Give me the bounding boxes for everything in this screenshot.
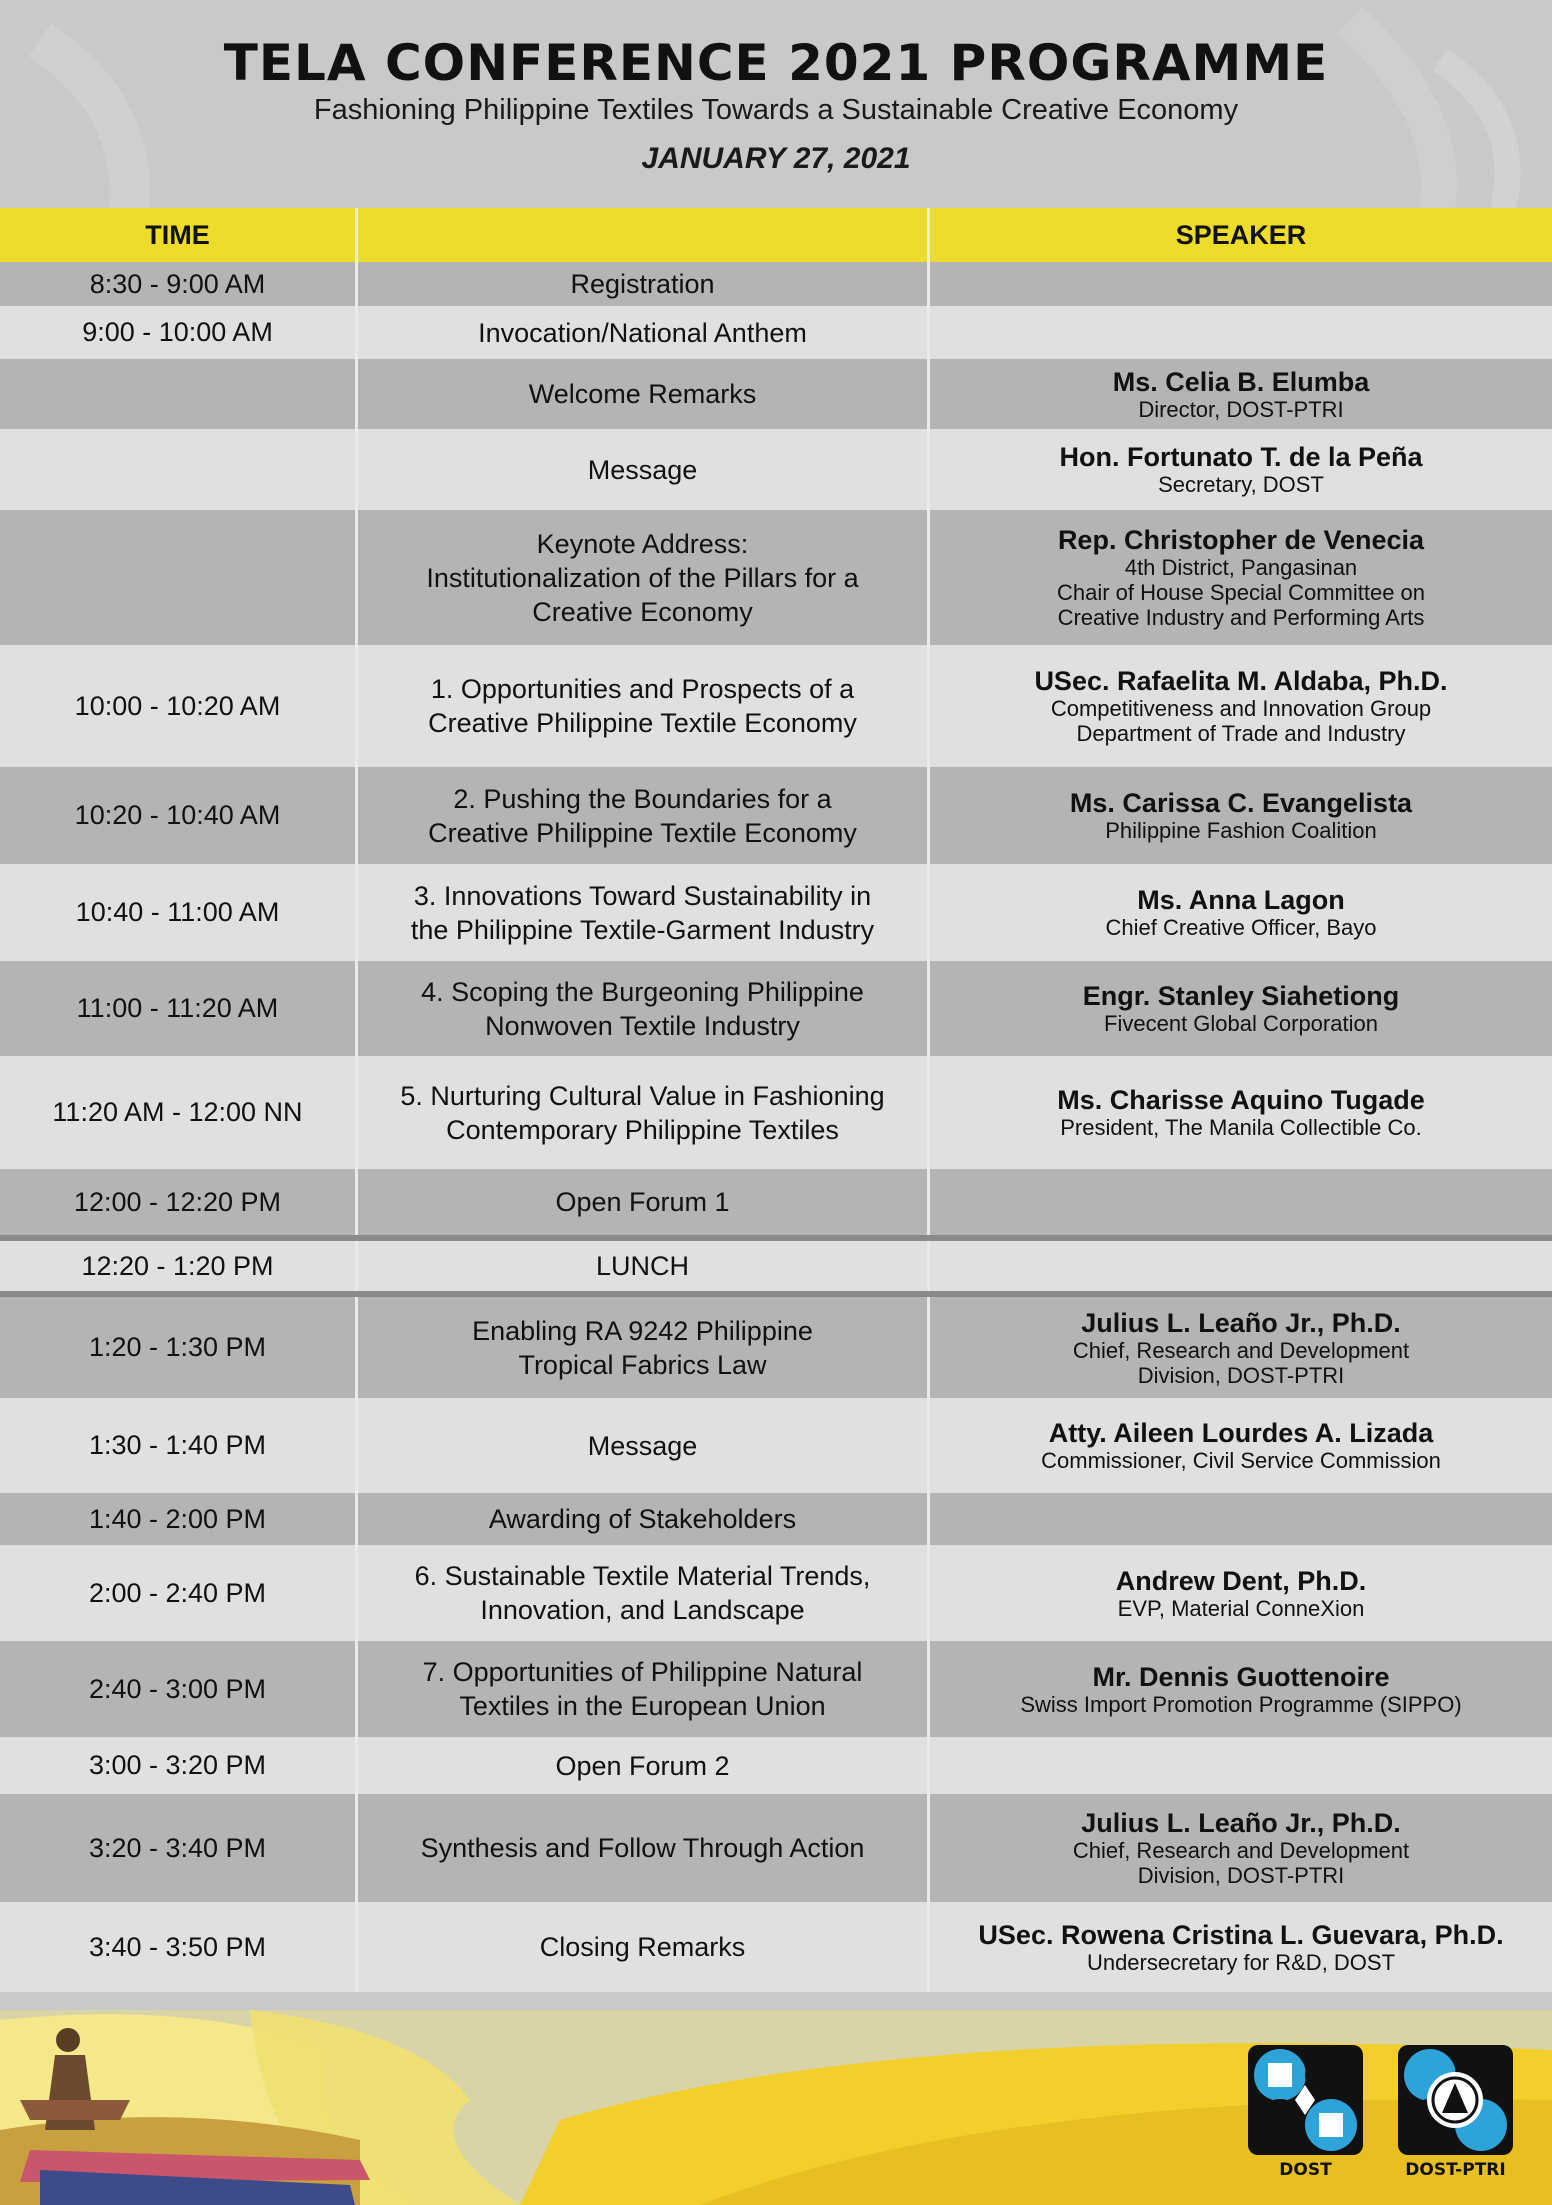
speaker-name: Mr. Dennis Guottenoire (1092, 1661, 1390, 1692)
table-row (0, 1398, 1552, 1493)
time-cell: 2:00 - 2:40 PM (0, 1545, 358, 1641)
column-header-topic (358, 208, 930, 262)
speaker-role: Creative Industry and Performing Arts (1057, 605, 1425, 630)
table-row (0, 1493, 1552, 1545)
time-cell: 1:30 - 1:40 PM (0, 1398, 358, 1493)
speaker-name: Ms. Anna Lagon (1137, 885, 1345, 915)
topic-line: LUNCH (595, 1251, 689, 1281)
topic-cell (358, 1737, 930, 1794)
speaker-role: Swiss Import Promotion Programme (SIPPO) (1020, 1691, 1462, 1717)
speaker-cell (930, 767, 1552, 864)
speaker-cell (930, 306, 1552, 359)
table-row (0, 1794, 1552, 1902)
time-cell: 10:00 - 10:20 AM (0, 645, 358, 767)
topic-cell (358, 306, 930, 359)
table-row (0, 510, 1552, 645)
speaker-cell (930, 864, 1552, 961)
topic-cell (358, 510, 930, 645)
topic-cell (358, 1545, 930, 1641)
topic-cell (358, 1297, 930, 1398)
speaker-cell (930, 961, 1552, 1056)
dost-logo-icon (1248, 2045, 1363, 2155)
table-row (0, 359, 1552, 429)
topic-line: Message (587, 1430, 698, 1461)
time-cell: 1:40 - 2:00 PM (0, 1493, 358, 1545)
topic-line: Contemporary Philippine Textiles (446, 1114, 839, 1145)
speaker-cell (930, 359, 1552, 429)
page-subtitle: Fashioning Philippine Textiles Towards a Sustainable Creative Economy (313, 94, 1239, 126)
time-cell: 9:00 - 10:00 AM (0, 306, 358, 359)
speaker-role: Undersecretary for R&D, DOST (1086, 1949, 1396, 1975)
topic-line: 2. Pushing the Boundaries for a (453, 783, 832, 814)
speaker-name: USec. Rafaelita M. Aldaba, Ph.D. (1034, 666, 1448, 696)
time-cell (0, 510, 358, 645)
time-cell (0, 359, 358, 429)
topic-line: 4. Scoping the Burgeoning Philippine (421, 976, 864, 1007)
table-row (0, 1235, 1552, 1291)
topic-line: Registration (570, 269, 715, 299)
topic-line: Creative Philippine Textile Economy (428, 817, 857, 848)
speaker-name: Hon. Fortunato T. de la Peña (1059, 442, 1423, 472)
table-row (0, 262, 1552, 306)
speaker-role: Chief, Research and Development (1072, 1838, 1410, 1863)
topic-cell (358, 1902, 930, 1992)
table-row (0, 961, 1552, 1056)
speaker-name: Rep. Christopher de Venecia (1057, 525, 1425, 555)
speaker-name: Julius L. Leaño Jr., Ph.D. (1081, 1808, 1401, 1838)
speaker-role: Secretary, DOST (1158, 472, 1324, 497)
time-cell (0, 429, 358, 510)
topic-line: 6. Sustainable Textile Material Trends, (414, 1561, 871, 1591)
topic-line: the Philippine Textile-Garment Industry (410, 914, 875, 945)
topic-line: Message (587, 454, 698, 485)
topic-cell (358, 429, 930, 510)
event-date: JANUARY 27, 2021 (641, 142, 911, 175)
speaker-role: Division, DOST-PTRI (1137, 1863, 1345, 1888)
speaker-name: Ms. Carissa C. Evangelista (1069, 788, 1413, 818)
speaker-name: Andrew Dent, Ph.D. (1115, 1565, 1367, 1596)
table-row (0, 1169, 1552, 1235)
table-row (0, 429, 1552, 510)
speaker-role: Fivecent Global Corporation (1104, 1011, 1378, 1036)
topic-line: 3. Innovations Toward Sustainability in (413, 880, 872, 911)
dost-ptri-logo-icon (1398, 2045, 1513, 2155)
time-cell: 8:30 - 9:00 AM (0, 262, 358, 306)
speaker-role: Chief Creative Officer, Bayo (1105, 915, 1377, 940)
topic-line: Awarding of Stakeholders (488, 1504, 797, 1534)
speaker-name: Julius L. Leaño Jr., Ph.D. (1081, 1307, 1401, 1338)
time-cell: 3:40 - 3:50 PM (0, 1902, 358, 1992)
speaker-cell (930, 1641, 1552, 1737)
speaker-name: Engr. Stanley Siahetiong (1082, 981, 1400, 1011)
topic-line: Synthesis and Follow Through Action (420, 1833, 865, 1863)
topic-cell (358, 1794, 930, 1902)
topic-cell (358, 645, 930, 767)
speaker-cell (930, 645, 1552, 767)
speaker-role: 4th District, Pangasinan (1124, 555, 1358, 580)
speaker-cell (930, 262, 1552, 306)
dost-logo-label: DOST (1279, 2160, 1332, 2180)
topic-cell (358, 1241, 930, 1291)
page-header (0, 0, 1552, 210)
topic-line: Closing Remarks (539, 1932, 746, 1962)
topic-line: Textiles in the European Union (459, 1691, 826, 1721)
time-cell: 10:20 - 10:40 AM (0, 767, 358, 864)
topic-line: Keynote Address: (536, 528, 749, 559)
topic-cell (358, 1169, 930, 1235)
table-row (0, 1902, 1552, 1992)
speaker-name: Ms. Celia B. Elumba (1112, 366, 1370, 397)
column-header-time: TIME (0, 208, 358, 262)
topic-cell (358, 1398, 930, 1493)
topic-line: Enabling RA 9242 Philippine (472, 1315, 813, 1346)
speaker-cell (930, 1493, 1552, 1545)
table-row (0, 1737, 1552, 1794)
topic-cell (358, 961, 930, 1056)
time-cell: 3:20 - 3:40 PM (0, 1794, 358, 1902)
topic-line: Invocation/National Anthem (478, 317, 807, 348)
speaker-name: Atty. Aileen Lourdes A. Lizada (1048, 1418, 1434, 1448)
speaker-role: Chief, Research and Development (1072, 1337, 1410, 1363)
topic-line: Open Forum 2 (555, 1750, 730, 1781)
speaker-role: Director, DOST-PTRI (1138, 396, 1344, 422)
dost-logo (1248, 2045, 1363, 2180)
speaker-role: Competitiveness and Innovation Group (1050, 696, 1432, 721)
column-header-speaker: SPEAKER (1175, 219, 1307, 250)
speaker-role: Division, DOST-PTRI (1137, 1362, 1345, 1388)
topic-cell (358, 1641, 930, 1737)
speaker-name: USec. Rowena Cristina L. Guevara, Ph.D. (978, 1919, 1504, 1950)
table-row (0, 645, 1552, 767)
speaker-name: Ms. Charisse Aquino Tugade (1057, 1085, 1425, 1115)
topic-cell (358, 767, 930, 864)
speaker-cell (930, 1794, 1552, 1902)
time-cell: 10:40 - 11:00 AM (0, 864, 358, 961)
programme-table (0, 208, 1552, 1992)
speaker-role: Philippine Fashion Coalition (1105, 818, 1377, 843)
speaker-role: Department of Trade and Industry (1076, 721, 1406, 746)
speaker-cell (930, 1169, 1552, 1235)
table-body (0, 262, 1552, 1992)
time-cell: 11:20 AM - 12:00 NN (0, 1056, 358, 1169)
topic-cell (358, 1056, 930, 1169)
dost-ptri-logo-label: DOST-PTRI (1405, 2160, 1506, 2180)
topic-line: Tropical Fabrics Law (518, 1349, 767, 1380)
topic-line: 7. Opportunities of Philippine Natural (422, 1657, 863, 1687)
topic-line: 5. Nurturing Cultural Value in Fashioning (400, 1080, 885, 1111)
dost-ptri-logo (1398, 2045, 1513, 2180)
speaker-cell (930, 1545, 1552, 1641)
speaker-cell (930, 510, 1552, 645)
topic-line: Creative Philippine Textile Economy (428, 708, 857, 738)
topic-line: Nonwoven Textile Industry (485, 1010, 800, 1041)
topic-cell (358, 359, 930, 429)
time-cell: 2:40 - 3:00 PM (0, 1641, 358, 1737)
table-row (0, 1056, 1552, 1169)
page-title: TELA CONFERENCE 2021 PROGRAMME (223, 34, 1329, 92)
topic-cell (358, 864, 930, 961)
speaker-cell (930, 1297, 1552, 1398)
speaker-cell (930, 1398, 1552, 1493)
table-row (0, 767, 1552, 864)
speaker-role: EVP, Material ConneXion (1117, 1595, 1365, 1621)
topic-line: Innovation, and Landscape (480, 1595, 805, 1625)
speaker-cell (930, 1056, 1552, 1169)
table-row (0, 864, 1552, 961)
time-cell: 12:20 - 1:20 PM (0, 1241, 358, 1291)
table-row (0, 1545, 1552, 1641)
time-cell: 3:00 - 3:20 PM (0, 1737, 358, 1794)
time-cell: 1:20 - 1:30 PM (0, 1297, 358, 1398)
table-row (0, 1291, 1552, 1398)
speaker-cell (930, 1241, 1552, 1291)
speaker-role: Chair of House Special Committee on (1056, 580, 1426, 605)
speaker-role: President, The Manila Collectible Co. (1060, 1115, 1422, 1140)
topic-line: 1. Opportunities and Prospects of a (430, 674, 855, 704)
table-row (0, 1641, 1552, 1737)
time-cell: 12:00 - 12:20 PM (0, 1169, 358, 1235)
speaker-cell (930, 1902, 1552, 1992)
topic-line: Institutionalization of the Pillars for a (426, 562, 859, 593)
topic-line: Creative Economy (532, 596, 753, 627)
topic-cell (358, 1493, 930, 1545)
speaker-cell (930, 1737, 1552, 1794)
topic-cell (358, 262, 930, 306)
time-cell: 11:00 - 11:20 AM (0, 961, 358, 1056)
speaker-role: Commissioner, Civil Service Commission (1041, 1448, 1441, 1473)
speaker-cell (930, 429, 1552, 510)
topic-line: Welcome Remarks (528, 379, 757, 409)
table-row (0, 306, 1552, 359)
table-header (0, 208, 1552, 262)
topic-line: Open Forum 1 (555, 1187, 730, 1217)
